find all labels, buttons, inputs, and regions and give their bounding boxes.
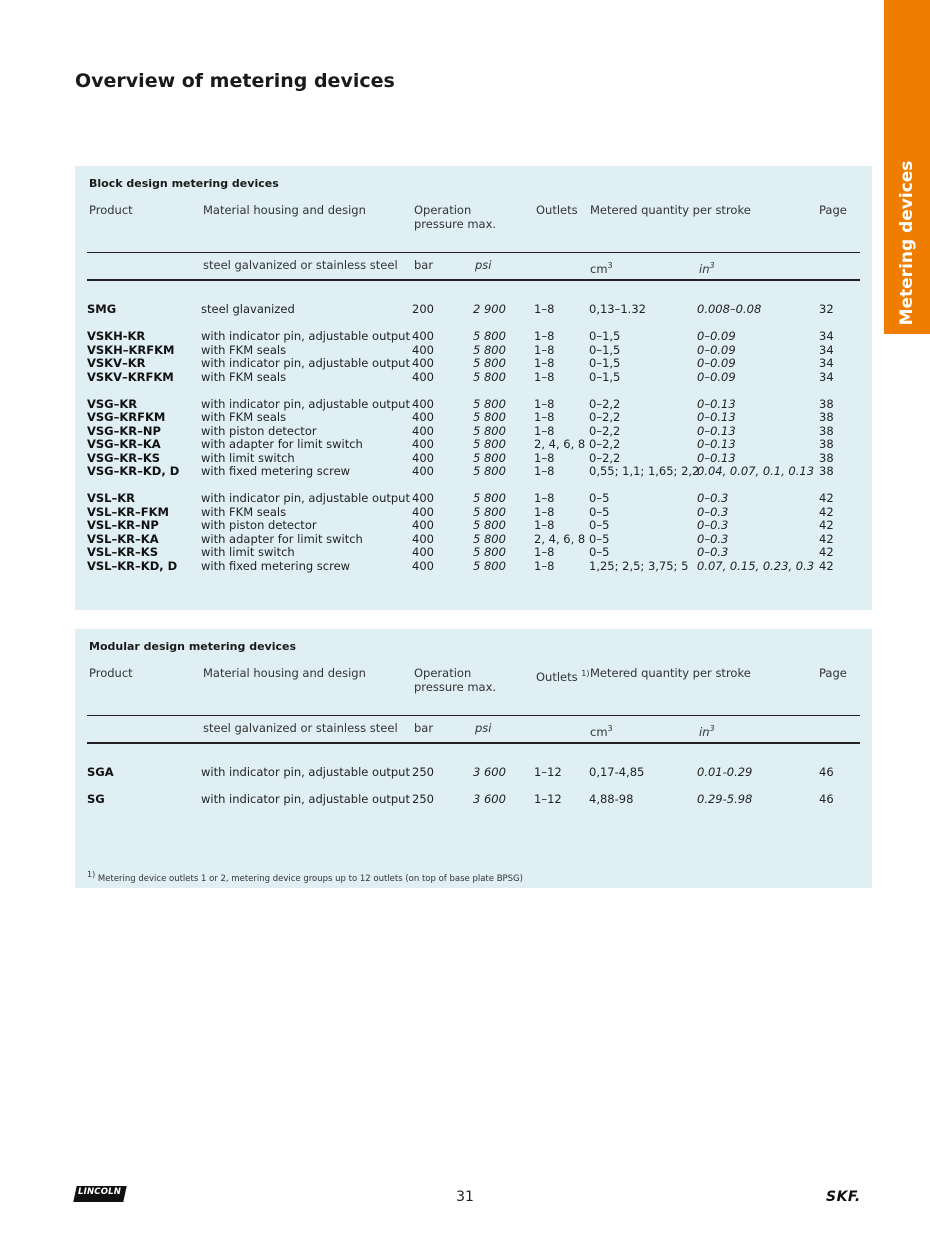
cell-page: 38 <box>819 450 834 465</box>
cell-outlets: 1–8 <box>534 410 555 424</box>
outlets-footnote-mark: 1) <box>581 669 590 678</box>
cell-psi: 5 800 <box>473 369 506 384</box>
cell-cm3: 0–5 <box>589 545 610 559</box>
cell-in3: 0–0.13 <box>697 423 736 438</box>
cell-product: VSL–KR–KA <box>87 531 159 546</box>
header-outlets: Outlets $^{1)}$ <box>536 669 590 684</box>
cell-outlets: 1–8 <box>534 302 555 316</box>
header-page: Page <box>819 203 847 217</box>
cell-bar: 400 <box>412 329 434 343</box>
subheader-rule <box>87 742 860 744</box>
cell-in3: 0–0.13 <box>697 450 736 465</box>
cell-cm3: 0–2,2 <box>589 450 621 465</box>
cell-in3: 0.01-0.29 <box>697 765 753 779</box>
cell-cm3: 0,17-4,85 <box>589 765 645 779</box>
cell-bar: 400 <box>412 437 434 451</box>
header-material: Material housing and design <box>203 203 366 217</box>
cell-page: 42 <box>819 545 834 559</box>
cell-page: 32 <box>819 302 834 316</box>
cell-design: with adapter for limit switch <box>201 437 363 451</box>
cell-design: with indicator pin, adjustable output <box>201 396 410 411</box>
cell-cm3: 0,13–1.32 <box>589 302 646 316</box>
cell-product: VSG–KR–KA <box>87 437 161 451</box>
cell-cm3: 0–5 <box>589 504 610 519</box>
cell-in3: 0–0.3 <box>697 531 729 546</box>
cell-design: with FKM seals <box>201 504 287 519</box>
cell-page: 38 <box>819 423 834 438</box>
cell-psi: 5 800 <box>473 342 506 357</box>
modular-section-title: Modular design metering devices <box>89 640 297 653</box>
cell-page: 42 <box>819 518 834 532</box>
cell-design: with FKM seals <box>201 410 287 424</box>
cell-page: 38 <box>819 410 834 424</box>
cell-cm3: 0–2,2 <box>589 423 621 438</box>
cell-product: VSG–KRFKM <box>87 410 166 424</box>
cell-design: with FKM seals <box>201 342 287 357</box>
cell-outlets: 1–8 <box>534 342 555 357</box>
cell-outlets: 1–8 <box>534 396 555 411</box>
cell-outlets: 1–8 <box>534 464 555 478</box>
cell-psi: 5 800 <box>473 437 506 451</box>
subheader-in3: $in^3$ <box>699 724 715 739</box>
cell-bar: 400 <box>412 491 434 505</box>
cell-page: 38 <box>819 464 834 478</box>
cell-bar: 400 <box>412 531 434 546</box>
cell-bar: 250 <box>412 792 434 806</box>
cell-psi: 5 800 <box>473 518 506 532</box>
subheader-material: steel galvanized or stainless steel <box>203 721 398 735</box>
cell-cm3: 0–5 <box>589 491 610 505</box>
cell-psi: 5 800 <box>473 464 506 478</box>
cell-cm3: 0–5 <box>589 518 610 532</box>
cell-in3: 0–0.3 <box>697 491 729 505</box>
header-page: Page <box>819 666 847 680</box>
cell-outlets: 1–8 <box>534 558 555 573</box>
cell-page: 42 <box>819 504 834 519</box>
cell-design: with indicator pin, adjustable output <box>201 792 410 806</box>
cell-page: 38 <box>819 396 834 411</box>
cell-design: with indicator pin, adjustable output <box>201 765 410 779</box>
cell-psi: 5 800 <box>473 531 506 546</box>
cell-psi: 5 800 <box>473 356 506 370</box>
cell-design: with fixed metering screw <box>201 464 351 478</box>
cell-outlets: 1–8 <box>534 545 555 559</box>
cell-cm3: 0–2,2 <box>589 410 621 424</box>
block-section-title: Block design metering devices <box>89 177 279 190</box>
cell-in3: 0.04, 0.07, 0.1, 0.13 <box>697 464 815 478</box>
cell-bar: 400 <box>412 356 434 370</box>
cell-bar: 400 <box>412 464 434 478</box>
cell-bar: 400 <box>412 410 434 424</box>
cell-in3: 0–0.09 <box>697 329 736 343</box>
cell-product: VSKH-KR <box>87 329 146 343</box>
cell-psi: 5 800 <box>473 329 506 343</box>
cell-in3: 0–0.3 <box>697 518 729 532</box>
header-rule <box>87 715 860 716</box>
cell-product: SG <box>87 792 105 806</box>
cell-product: VSG–KR <box>87 396 138 411</box>
header-material: Material housing and design <box>203 666 366 680</box>
cell-bar: 400 <box>412 518 434 532</box>
cell-design: with limit switch <box>201 450 295 465</box>
cell-in3: 0.008–0.08 <box>697 302 762 316</box>
cell-outlets: 1–8 <box>534 491 555 505</box>
subheader-in3: $in^3$ <box>699 261 715 276</box>
cell-cm3: 0–1,5 <box>589 369 621 384</box>
cell-page: 42 <box>819 558 834 573</box>
cell-cm3: 0–1,5 <box>589 342 621 357</box>
subheader-cm3: $cm^3$ <box>590 724 613 739</box>
cell-page: 42 <box>819 531 834 546</box>
cell-page: 34 <box>819 329 834 343</box>
cell-page: 34 <box>819 369 834 384</box>
skf-logo: SKF. <box>826 1189 861 1205</box>
cell-design: with limit switch <box>201 545 295 559</box>
cell-product: VSL–KR <box>87 491 136 505</box>
cell-in3: 0.07, 0.15, 0.23, 0.3 <box>697 558 815 573</box>
cell-bar: 250 <box>412 765 434 779</box>
cell-in3: 0–0.09 <box>697 342 736 357</box>
cell-product: VSG–KR–KD, D <box>87 464 180 478</box>
cell-bar: 400 <box>412 558 434 573</box>
cell-design: with adapter for limit switch <box>201 531 363 546</box>
cell-cm3: 1,25; 2,5; 3,75; 5 <box>589 558 689 573</box>
cell-design: with indicator pin, adjustable output <box>201 491 410 505</box>
cell-product: VSKH–KRFKM <box>87 342 175 357</box>
block-design-panel <box>75 166 872 610</box>
cell-in3: 0–0.3 <box>697 545 729 559</box>
cell-product: SMG <box>87 302 117 316</box>
cell-outlets: 1–8 <box>534 356 555 370</box>
cell-page: 42 <box>819 491 834 505</box>
cell-psi: 5 800 <box>473 396 506 411</box>
modular-design-panel <box>75 629 872 888</box>
footnote: $^{1)}$ Metering device outlets 1 or 2, metering device groups up to 12 outlets (on top of base plate BPSG) <box>87 870 523 884</box>
subheader-psi: psi <box>475 258 492 272</box>
cell-bar: 400 <box>412 342 434 357</box>
cell-cm3: 0–5 <box>589 531 610 546</box>
cell-in3: 0–0.09 <box>697 369 736 384</box>
cell-cm3: 0,55; 1,1; 1,65; 2,2 <box>589 464 700 478</box>
header-metered: Metered quantity per stroke <box>590 666 751 680</box>
cell-cm3: 0–1,5 <box>589 329 621 343</box>
cell-outlets: 1–12 <box>534 765 562 779</box>
cell-bar: 400 <box>412 504 434 519</box>
header-product: Product <box>89 203 133 217</box>
subheader-bar: bar <box>414 258 434 272</box>
cell-psi: 5 800 <box>473 545 506 559</box>
cell-psi: 5 800 <box>473 491 506 505</box>
cell-product: VSG–KR–KS <box>87 450 161 465</box>
cell-cm3: 0–2,2 <box>589 437 621 451</box>
cell-product: VSG–KR–NP <box>87 423 161 438</box>
side-tab-label: Metering devices <box>897 160 917 326</box>
cell-psi: 5 800 <box>473 504 506 519</box>
cell-outlets: 1–8 <box>534 329 555 343</box>
cell-in3: 0–0.3 <box>697 504 729 519</box>
cell-product: VSL–KR–NP <box>87 518 159 532</box>
cell-psi: 5 800 <box>473 410 506 424</box>
cell-bar: 400 <box>412 450 434 465</box>
cell-outlets: 1–8 <box>534 369 555 384</box>
cell-design: with indicator pin, adjustable output <box>201 329 410 343</box>
header-pressure: Operation pressure max. <box>414 666 497 694</box>
header-rule <box>87 252 860 253</box>
cell-page: 34 <box>819 342 834 357</box>
cell-design: steel glavanized <box>201 302 295 316</box>
cell-psi: 3 600 <box>473 792 506 806</box>
cell-page: 46 <box>819 765 834 779</box>
header-metered: Metered quantity per stroke <box>590 203 751 217</box>
cell-design: with piston detector <box>201 423 317 438</box>
subheader-material: steel galvanized or stainless steel <box>203 258 398 272</box>
subheader-rule <box>87 279 860 281</box>
cell-product: SGA <box>87 765 114 779</box>
cell-bar: 200 <box>412 302 434 316</box>
cell-bar: 400 <box>412 545 434 559</box>
cell-in3: 0–0.13 <box>697 396 736 411</box>
cell-product: VSL–KR–KD, D <box>87 558 178 573</box>
cell-product: VSL–KR–FKM <box>87 504 169 519</box>
cell-bar: 400 <box>412 396 434 411</box>
cell-cm3: 4,88-98 <box>589 792 634 806</box>
header-outlets: Outlets <box>536 203 578 217</box>
page-title: Overview of metering devices <box>75 70 395 92</box>
lincoln-logo: LINCOLN <box>75 1186 128 1202</box>
cell-psi: 3 600 <box>473 765 506 779</box>
subheader-cm3: $cm^3$ <box>590 261 613 276</box>
cell-in3: 0.29-5.98 <box>697 792 753 806</box>
cell-psi: 2 900 <box>473 302 506 316</box>
cell-outlets: 2, 4, 6, 8 <box>534 531 586 546</box>
cell-design: with fixed metering screw <box>201 558 351 573</box>
cell-psi: 5 800 <box>473 558 506 573</box>
section-side-tab <box>884 0 930 334</box>
cell-design: with FKM seals <box>201 369 287 384</box>
cell-product: VSKV–KRFKM <box>87 369 174 384</box>
cell-outlets: 1–8 <box>534 450 555 465</box>
header-product: Product <box>89 666 133 680</box>
cell-psi: 5 800 <box>473 450 506 465</box>
cell-bar: 400 <box>412 423 434 438</box>
cell-cm3: 0–2,2 <box>589 396 621 411</box>
cell-psi: 5 800 <box>473 423 506 438</box>
cell-design: with piston detector <box>201 518 317 532</box>
page-number: 31 <box>456 1189 474 1205</box>
cell-page: 46 <box>819 792 834 806</box>
cell-in3: 0–0.13 <box>697 437 736 451</box>
cell-in3: 0–0.09 <box>697 356 736 370</box>
subheader-bar: bar <box>414 721 434 735</box>
cell-cm3: 0–1,5 <box>589 356 621 370</box>
cell-page: 34 <box>819 356 834 370</box>
cell-outlets: 2, 4, 6, 8 <box>534 437 586 451</box>
subheader-psi: psi <box>475 721 492 735</box>
cell-outlets: 1–8 <box>534 504 555 519</box>
cell-page: 38 <box>819 437 834 451</box>
cell-in3: 0–0.13 <box>697 410 736 424</box>
cell-product: VSKV–KR <box>87 356 146 370</box>
cell-bar: 400 <box>412 369 434 384</box>
cell-outlets: 1–12 <box>534 792 562 806</box>
cell-outlets: 1–8 <box>534 423 555 438</box>
header-pressure: Operation pressure max. <box>414 203 497 231</box>
cell-outlets: 1–8 <box>534 518 555 532</box>
cell-product: VSL–KR–KS <box>87 545 158 559</box>
cell-design: with indicator pin, adjustable output <box>201 356 410 370</box>
